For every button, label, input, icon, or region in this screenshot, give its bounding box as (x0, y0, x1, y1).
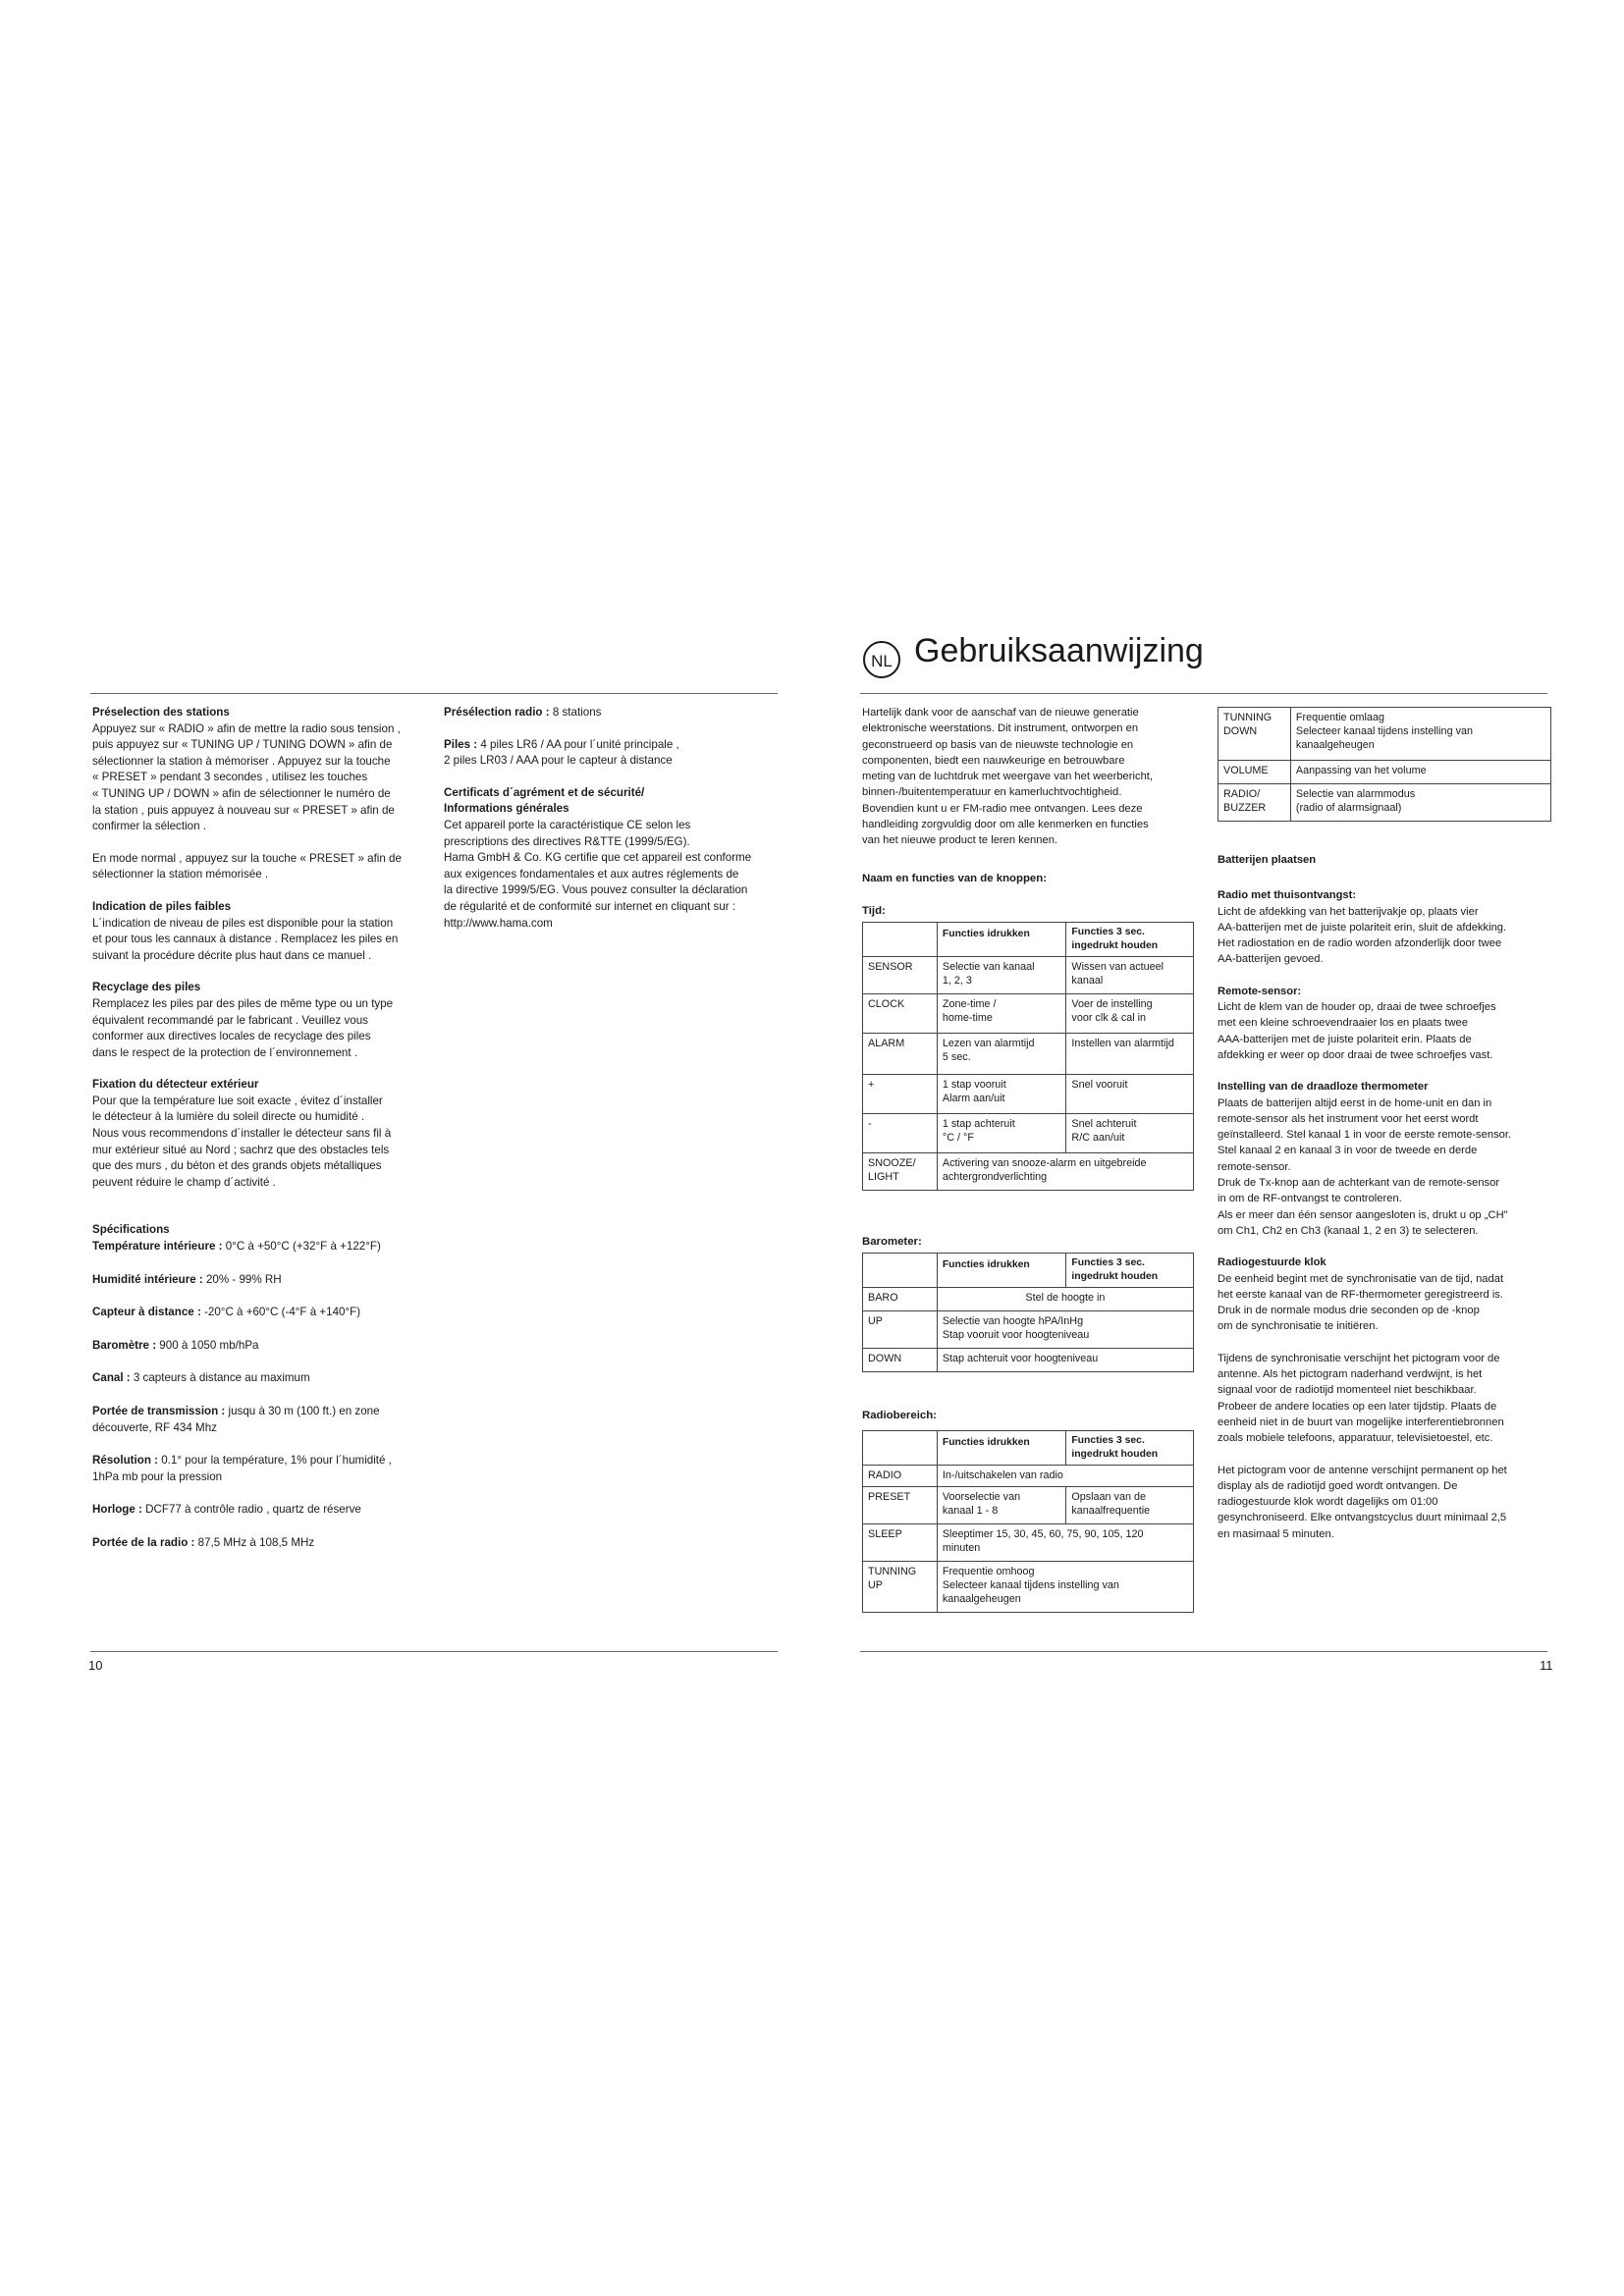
table-row: UP Selectie van hoogte hPA/InHg Stap vooruit voor hoogteniveau (863, 1311, 1194, 1349)
batteries-heading: Batterijen plaatsen (1218, 854, 1317, 866)
wireless-thermometer-heading: Instelling van de draadloze thermometer (1218, 1081, 1429, 1094)
table-row: CLOCK Zone-time / home-time Voer de instelling voor clk & cal in (863, 994, 1194, 1034)
left-bottom-rule (90, 1651, 778, 1652)
page-title: Gebruiksaanwijzing (914, 632, 1204, 669)
table-row: BARO Stel de hoogte in (863, 1288, 1194, 1311)
remote-sensor-text: Licht de klem van de houder op, draai de twee schroefjes met een kleine schroevendraaier los en plaats twee AAA-batterijen met de juiste polariteit erin. Plaats de afdekking er weer op door draai de twee schroefjes vast. (1218, 1001, 1496, 1061)
table-row: VOLUME Aanpassing van het volume (1218, 761, 1551, 784)
buttons-heading: Naam en functies van de knoppen: (862, 873, 1047, 884)
table-row: TUNNING DOWN Frequentie omlaag Selecteer kanaal tijdens instelling van kanaalgeheugen (1218, 708, 1551, 761)
table-row: TUNNING UP Frequentie omhoog Selecteer kanaal tijdens instelling van kanaalgeheugen (863, 1562, 1194, 1613)
batteries-spec: Piles : 4 piles LR6 / AA pour l´unité principale , 2 piles LR03 / AAA pour le capteur à distance (444, 737, 679, 768)
spec-item: Humidité intérieure : 20% - 99% RH (92, 1272, 282, 1286)
spec-item: Baromètre : 900 à 1050 mb/hPa (92, 1338, 259, 1352)
table-row: SLEEP Sleeptimer 15, 30, 45, 60, 75, 90, 105, 120 minuten (863, 1524, 1194, 1562)
preselection-text: Appuyez sur « RADIO » afin de mettre la radio sous tension , puis appuyez sur « TUNING UP / TUNING DOWN » afin de sélectionner la station à mémoriser . Appuyez sur la touche « PRESET » pendant 3 secondes , utilisez les touches « TUNING UP / DOWN » afin de sélectionner le numéro de la station , puis appuyez à nouveau sur « PRESET » afin de confirmer la sélection . (92, 721, 401, 833)
recycling-text: Remplacez les piles par des piles de même type ou un type équivalent recommandé par le fabricant . Veuillez vous conformer aux directives locales de recyclage des piles dans le respect de la protection de l´environnement . (92, 996, 394, 1059)
table-header-row: Functies idrukken Functies 3 sec. ingedrukt houden (863, 1254, 1194, 1288)
specs-heading: Spécifications (92, 1223, 170, 1237)
low-battery-heading: Indication de piles faibles (92, 899, 232, 913)
preselection-heading: Préselection des stations (92, 706, 230, 719)
table-row: + 1 stap vooruit Alarm aan/uit Snel vooruit (863, 1075, 1194, 1114)
radio-clock-text-3: Het pictogram voor de antenne verschijnt permanent op het display als de radiotijd goed wordt ontvangen. De radiogestuurde klok wordt dagelijks om 01:00 gesynchroniseerd. Elke ontvangstcyclus duurt minimaal 2,5 en masimaal 5 minuten. (1218, 1464, 1507, 1540)
table-header-row: Functies idrukken Functies 3 sec. ingedrukt houden (863, 1431, 1194, 1466)
table-row: RADIO In-/uitschakelen van radio (863, 1466, 1194, 1487)
radio-clock-text-2: Tijdens de synchronisatie verschijnt het pictogram voor de antenne. Als het pictogram naderhand verdwijnt, is het signaal voor de radiotijd momenteel niet beschikbaar. Probeer de andere locaties op een later tijdstip. Plaats de eenheid niet in de buurt van mogelijke interferentiebronnen zoals mobiele telefoons, apparatuur, televisietoestel, etc. (1218, 1352, 1504, 1445)
table-header-cell: Functies idrukken (937, 923, 1066, 957)
table-row: PRESET Voorselectie van kanaal 1 - 8 Opslaan van de kanaalfrequentie (863, 1487, 1194, 1524)
spec-item: Portée de transmission : jusqu à 30 m (100 ft.) en zone découverte, RF 434 Mhz (92, 1405, 380, 1434)
cert-heading: Certificats d´agrément et de sécurité/ Informations générales (444, 785, 645, 816)
right-bottom-rule (860, 1651, 1547, 1652)
tuning-volume-table (1218, 707, 1551, 822)
spec-item: Horloge : DCF77 à contrôle radio , quartz de réserve (92, 1503, 361, 1517)
radio-heading: Radiobereich: (862, 1410, 937, 1421)
radio-table (862, 1430, 1194, 1613)
left-top-rule (90, 693, 778, 694)
radio-clock-text-1: De eenheid begint met de synchronisatie van de tijd, nadat het eerste kanaal van de RF-thermometer geregistreerd is. Druk in de normale modus drie seconden op de -knop om de synchronisatie te initiëren. (1218, 1272, 1504, 1333)
remote-sensor-heading: Remote-sensor: (1218, 985, 1302, 997)
sensor-heading: Fixation du détecteur extérieur (92, 1078, 259, 1092)
right-top-rule (860, 693, 1547, 694)
spec-item: Canal : 3 capteurs à distance au maximum (92, 1371, 310, 1385)
right-column-2 (1218, 852, 1556, 1542)
time-functions-table (862, 922, 1194, 1191)
radio-home-heading: Radio met thuisontvangst: (1218, 889, 1357, 902)
table-row: - 1 stap achteruit °C / °F Snel achteruit R/C aan/uit (863, 1114, 1194, 1153)
specs-list (92, 1239, 456, 1552)
radio-clock-heading: Radiogestuurde klok (1218, 1256, 1326, 1269)
table-header-cell: Functies 3 sec. ingedrukt houden (1066, 923, 1194, 957)
left-column-2 (444, 705, 783, 932)
spec-item: Température intérieure : 0°C à +50°C (+32°F à +122°F) (92, 1240, 381, 1254)
left-column-1 (92, 705, 456, 1569)
radio-preselection: Présélection radio : 8 stations (444, 706, 602, 719)
radio-home-text: Licht de afdekking van het batterijvakje op, plaats vier AA-batterijen met de juiste polariteit erin, sluit de afdekking. Het radiostation en de radio worden afzonderlijk door twee AA-batterijen gevoed. (1218, 905, 1507, 966)
table-row: SENSOR Selectie van kanaal 1, 2, 3 Wissen van actueel kanaal (863, 957, 1194, 994)
page-number-right: 11 (1540, 1658, 1553, 1673)
spec-item: Capteur à distance : -20°C à +60°C (-4°F à +140°F) (92, 1306, 361, 1319)
barometer-heading: Barometer: (862, 1236, 922, 1248)
table-row: DOWN Stap achteruit voor hoogteniveau (863, 1349, 1194, 1372)
cert-text: Cet appareil porte la caractéristique CE selon les prescriptions des directives R&TTE (1999/5/EG). Hama GmbH & Co. KG certifie que cet appareil est conforme aux exigences fondamentales et aux autres réglements de la directive 1999/5/EG. Vous pouvez consulter la déclaration de régularité et de conformité sur internet en cliquant sur : http://www.hama.com (444, 818, 752, 930)
sensor-text: Pour que la température lue soit exacte , évitez d´installer le détecteur à la lumière du soleil directe ou humidité . Nous vous recommendons d´installer le détecteur sans fil à mur extérieur situé au Nord ; sachrz que des obstacles tels que des murs , du béton et des grands objets métalliques peuvent réduire le champ d´activité . (92, 1094, 392, 1189)
recycling-heading: Recyclage des piles (92, 981, 201, 994)
page-number-left: 10 (88, 1658, 103, 1673)
table-row: RADIO/ BUZZER Selectie van alarmmodus (radio of alarmsignaal) (1218, 784, 1551, 822)
table-row: ALARM Lezen van alarmtijd 5 sec. Instellen van alarmtijd (863, 1034, 1194, 1075)
intro-text: Hartelijk dank voor de aanschaf van de nieuwe generatie elektronische weerstations. Dit instrument, ontworpen en geconstrueerd op basis van de nieuwste technologie en componenten, biedt een nauwkeurige en betrouwbare meting van de luchtdruk met weergave van het weerbericht, binnen-/buitentemperatuur en kamerluchtvochtigheid. Bovendien kunt u er FM-radio mee ontvangen. Lees deze handleiding zorgvuldig door om alle kenmerken en functies van het nieuwe product te leren kennen. (862, 707, 1154, 847)
table-header-row (863, 923, 1194, 957)
barometer-table (862, 1253, 1194, 1372)
low-battery-text: L´indication de niveau de piles est disponible pour la station et pour tous les cannaux à distance . Remplacez les piles en suivant la procédure décrite plus haut dans ce manuel . (92, 916, 399, 962)
table-row: SNOOZE/ LIGHT Activering van snooze-alarm en uitgebreide achtergrondverlichting (863, 1153, 1194, 1191)
right-intro (862, 705, 1216, 849)
wireless-thermometer-text: Plaats de batterijen altijd eerst in de home-unit en dan in remote-sensor als het instrument voor het eerst wordt geïnstalleerd. Stel kanaal 1 in voor de eerste remote-sensor. Stel kanaal 2 en kanaal 3 in voor de tweede en derde remote-sensor. Druk de Tx-knop aan de achterkant van de remote-sensor in om de RF-ontvangst te controleren. Als er meer dan één sensor aangesloten is, drukt u op „CH" om Ch1, Ch2 en Ch3 (kanaal 1, 2 en 3) te selecteren. (1218, 1096, 1512, 1237)
spec-item: Portée de la radio : 87,5 MHz à 108,5 MHz (92, 1535, 315, 1549)
time-heading: Tijd: (862, 905, 886, 917)
nl-language-badge: NL (863, 641, 900, 678)
preset-mode-text: En mode normal , appuyez sur la touche « PRESET » afin de sélectionner la station mémorisée . (92, 851, 402, 881)
spec-item: Résolution : 0.1° pour la température, 1% pour l´humidité , 1hPa mb pour la pression (92, 1454, 392, 1483)
